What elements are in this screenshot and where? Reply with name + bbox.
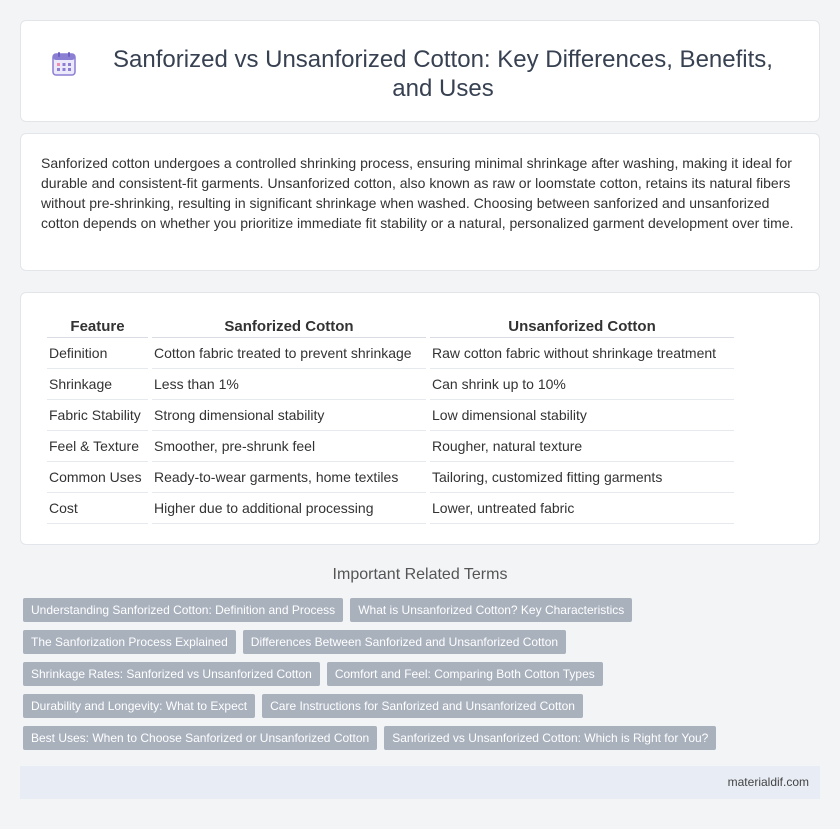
related-terms-title: Important Related Terms: [332, 566, 508, 583]
tag-row: [23, 726, 823, 750]
cell-unsanforized: Rougher, natural texture: [430, 431, 734, 462]
table-row: [47, 462, 734, 493]
tag-row: [23, 598, 823, 622]
header-sanforized: Sanforized Cotton: [152, 315, 426, 338]
table-row: [47, 493, 734, 524]
related-terms-list: [23, 598, 823, 758]
related-term-link[interactable]: The Sanforization Process Explained: [23, 630, 236, 654]
table-header-row: [47, 315, 734, 338]
header-unsanforized: Unsanforized Cotton: [430, 315, 734, 338]
calendar-icon: [51, 51, 77, 77]
related-term-link[interactable]: What is Unsanforized Cotton? Key Characteristics: [350, 598, 632, 622]
related-term-link[interactable]: Comfort and Feel: Comparing Both Cotton Types: [327, 662, 603, 686]
header-card: [20, 20, 820, 122]
tag-row: [23, 662, 823, 686]
intro-card: [20, 133, 820, 271]
table-row: [47, 369, 734, 400]
comparison-table-card: [20, 292, 820, 545]
table-row: [47, 338, 734, 369]
cell-feature: Shrinkage: [47, 369, 148, 400]
cell-sanforized: Ready-to-wear garments, home textiles: [152, 462, 426, 493]
cell-feature: Feel & Texture: [47, 431, 148, 462]
cell-unsanforized: Lower, untreated fabric: [430, 493, 734, 524]
related-term-link[interactable]: Durability and Longevity: What to Expect: [23, 694, 255, 718]
cell-sanforized: Strong dimensional stability: [152, 400, 426, 431]
cell-unsanforized: Raw cotton fabric without shrinkage treatment: [430, 338, 734, 369]
related-term-link[interactable]: Differences Between Sanforized and Unsanforized Cotton: [243, 630, 566, 654]
footer-site-link[interactable]: materialdif.com: [727, 775, 809, 789]
footer: [20, 766, 820, 799]
cell-unsanforized: Tailoring, customized fitting garments: [430, 462, 734, 493]
header-feature: Feature: [47, 315, 148, 338]
cell-sanforized: Higher due to additional processing: [152, 493, 426, 524]
related-term-link[interactable]: Care Instructions for Sanforized and Unsanforized Cotton: [262, 694, 583, 718]
cell-sanforized: Smoother, pre-shrunk feel: [152, 431, 426, 462]
related-term-link[interactable]: Shrinkage Rates: Sanforized vs Unsanforized Cotton: [23, 662, 320, 686]
tag-row: [23, 694, 823, 718]
table-row: [47, 400, 734, 431]
cell-sanforized: Cotton fabric treated to prevent shrinkage: [152, 338, 426, 369]
cell-unsanforized: Low dimensional stability: [430, 400, 734, 431]
intro-paragraph: Sanforized cotton undergoes a controlled shrinking process, ensuring minimal shrinkage after washing, making it ideal for durable and consistent-fit garments. Unsanforized cotton, also known as raw or loomstate cotton, retains its natural fibers without pre-shrinking, resulting in significant shrinkage when washed. Choosing between sanforized and unsanforized cotton depends on whether you prioritize immediate fit stability or a natural, personalized garment development over time.: [41, 155, 794, 231]
page-title: Sanforized vs Unsanforized Cotton: Key Differences, Benefits, and Uses: [113, 46, 773, 102]
related-term-link[interactable]: Best Uses: When to Choose Sanforized or Unsanforized Cotton: [23, 726, 377, 750]
comparison-table: [43, 315, 738, 524]
related-term-link[interactable]: Understanding Sanforized Cotton: Definition and Process: [23, 598, 343, 622]
cell-feature: Fabric Stability: [47, 400, 148, 431]
cell-feature: Cost: [47, 493, 148, 524]
cell-feature: Definition: [47, 338, 148, 369]
related-term-link[interactable]: Sanforized vs Unsanforized Cotton: Which is Right for You?: [384, 726, 716, 750]
cell-unsanforized: Can shrink up to 10%: [430, 369, 734, 400]
cell-feature: Common Uses: [47, 462, 148, 493]
table-row: [47, 431, 734, 462]
cell-sanforized: Less than 1%: [152, 369, 426, 400]
tag-row: [23, 630, 823, 654]
